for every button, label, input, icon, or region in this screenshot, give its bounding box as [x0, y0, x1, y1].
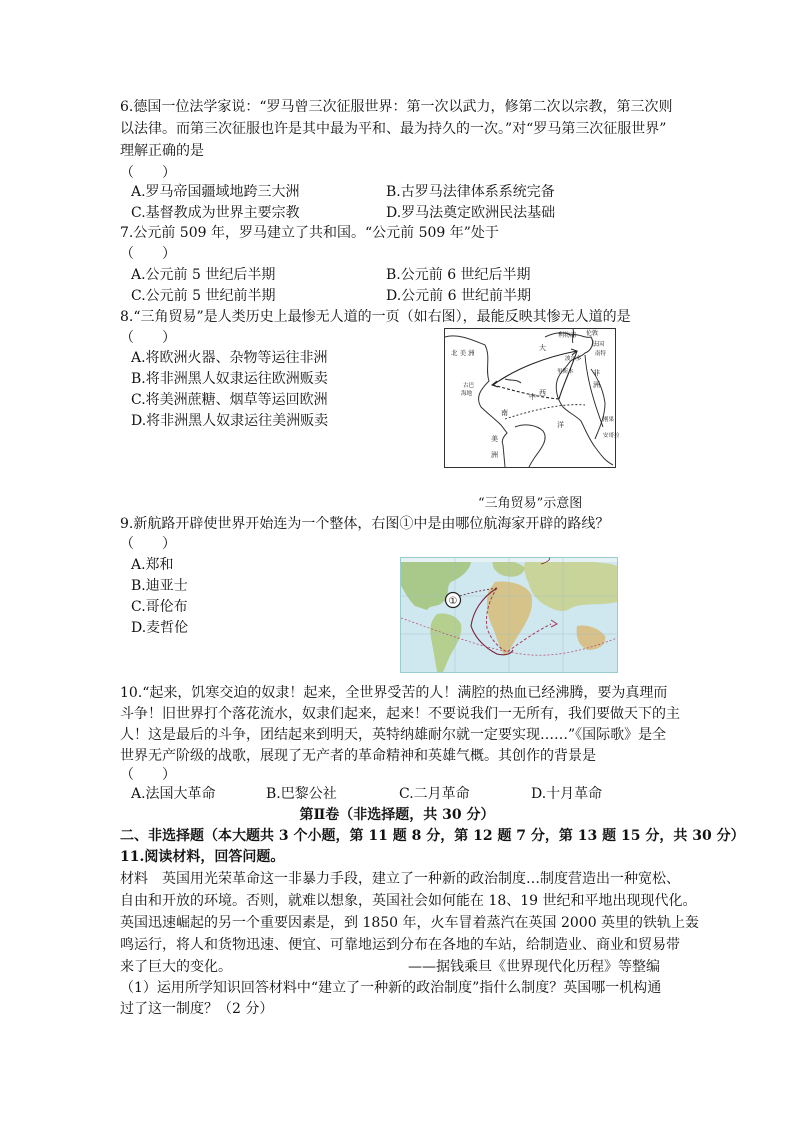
- q11-material-line-5: 来了巨大的变化。: [120, 959, 232, 975]
- q11-material-line-3: 英国迅速崛起的另一个重要因素是，到 1850 年，火车冒着蒸汽在英国 2000 英里的铁轨上轰: [120, 915, 700, 931]
- q8-option-c: C.将美洲蔗糖、烟草等运回欧洲: [131, 392, 328, 408]
- map-label-congo: 刚果: [603, 417, 615, 423]
- map-label-bordeaux: 波尔多: [565, 356, 582, 362]
- q8-option-d: D.将非洲黑人奴隶运往美洲贩卖: [131, 413, 329, 429]
- q10-stem-line-1: 10.“起来，饥寒交迫的奴隶！起来，全世界受苦的人！满腔的热血已经沸腾，要为真理而: [120, 685, 668, 701]
- q10-option-c: C.二月革命: [399, 786, 470, 802]
- new-sea-routes-map: [400, 557, 618, 673]
- q10-stem-line-4: 世界无产阶级的战歌，展现了无产者的革命精神和英雄气概。其创作的背景是: [120, 748, 596, 764]
- q10-stem-line-3: 人！这是最后的斗争，团结起来到明天，英特纳雄耐尔就一定要实现……”《国际歌》是全: [120, 727, 667, 743]
- q6-option-b: B.古罗马法律体系系统完备: [386, 184, 555, 200]
- q11-title: 11.阅读材料，回答问题。: [120, 849, 285, 865]
- q11-source: ——据钱乘旦《世界现代化历程》等整编: [408, 959, 660, 975]
- map-label-zhou2: 洲: [491, 451, 498, 459]
- q9-option-c: C.哥伦布: [131, 599, 188, 615]
- q8-option-a: A.将欧洲火器、杂物等运往非洲: [131, 350, 328, 366]
- q10-option-b: B.巴黎公社: [266, 786, 337, 802]
- map-label-da: 大: [539, 344, 546, 352]
- q11-material-line-4: 鸣运行，将人和货物迅速、便宜、可靠地运到分布在各地的车站，给制造业、商业和贸易带: [120, 937, 680, 953]
- part-two-title: 第Ⅱ卷（非选择题，共 30 分）: [299, 807, 495, 823]
- q7-stem: 7.公元前 509 年，罗马建立了共和国。“公元前 509 年”处于: [120, 225, 499, 241]
- map-label-zhou: 洲: [593, 381, 600, 389]
- triangle-trade-caption: “三角贸易”示意图: [478, 496, 583, 511]
- q10-answer-paren: （ ）: [120, 767, 176, 783]
- q9-stem: 9.新航路开辟使世界开始连为一个整体，右图①中是由哪位航海家开辟的路线？: [120, 516, 610, 532]
- triangle-trade-map: [444, 328, 620, 468]
- q9-option-d: D.麦哲伦: [131, 620, 189, 636]
- map-label-nan: 南: [501, 409, 508, 417]
- map-label-haiti: 海地: [461, 391, 473, 397]
- q8-answer-paren: （ ）: [120, 330, 176, 346]
- map-label-zhong: 中: [529, 393, 536, 401]
- map-label-nantes: 南特: [595, 351, 607, 357]
- q6-stem-line-2: 以法律。而第三次征服也许是其中最为平和、最为持久的一次。”对“罗马第三次征服世界”: [120, 121, 667, 137]
- q11-material-line-2: 自由和开放的环境。否则，就难以想象，英国社会如何能在 18、19 世纪和平地出现现代化。: [120, 893, 697, 909]
- q7-option-a: A.公元前 5 世纪后半期: [131, 267, 276, 283]
- q7-answer-paren: （ ）: [120, 246, 176, 262]
- q8-stem: 8.“三角贸易”是人类历史上最惨无人道的一页（如右图），最能反映其惨无人道的是: [120, 309, 631, 325]
- q6-option-c: C.基督教成为世界主要宗教: [131, 205, 300, 221]
- map-label-cuba: 古巴: [463, 383, 475, 389]
- map-label-mei: 美: [491, 435, 498, 443]
- q11-material-line-1: 材料 英国用光荣革命这一非暴力手段，建立了一种新的政治制度…制度营造出一种宽松、: [120, 871, 680, 887]
- q11-sub-question-1-line-2: 过了这一制度？（2 分）: [120, 1001, 274, 1017]
- q8-option-b: B.将非洲黑人奴隶运往欧洲贩卖: [131, 371, 328, 387]
- q9-option-a: A.郑和: [131, 557, 174, 573]
- map-label-yang: 洋: [557, 421, 564, 429]
- q10-option-d: D.十月革命: [531, 786, 603, 802]
- route-marker-1: ①: [448, 596, 458, 607]
- map-label-london: 伦敦: [586, 330, 599, 337]
- q6-stem-line-1: 6.德国一位法学家说：“罗马曾三次征服世界：第一次以武力，修第二次以宗教，第三次则: [120, 99, 673, 115]
- q6-option-a: A.罗马帝国疆域地跨三大洲: [131, 184, 300, 200]
- q9-option-b: B.迪亚士: [131, 578, 188, 594]
- map-label-fei: 非: [593, 369, 600, 377]
- q11-sub-question-1-line-1: （1）运用所学知识回答材料中“建立了一种新的政治制度”指什么制度？英国哪一机构通: [120, 980, 662, 996]
- map-label-liverpool: 利物浦: [558, 332, 577, 339]
- map-label-angola: 安哥拉: [603, 433, 620, 439]
- q7-option-b: B.公元前 6 世纪后半期: [386, 267, 531, 283]
- q7-option-c: C.公元前 5 世纪前半期: [131, 288, 276, 304]
- part-two-heading: 二、非选择题（本大题共 3 个小题，第 11 题 8 分，第 12 题 7 分，第 13 题 15 分，共 30 分）: [120, 828, 745, 844]
- q10-stem-line-2: 斗争！旧世界打个落花流水，奴隶们起来，起来！不要说我们一无所有，我们要做天下的主: [120, 706, 680, 722]
- map-label-france: 法国: [592, 341, 605, 348]
- q6-answer-paren: （ ）: [120, 165, 176, 181]
- map-label-lisbon: 里斯本: [557, 369, 574, 375]
- q10-option-a: A.法国大革命: [131, 786, 216, 802]
- map-label-xi: 西: [539, 389, 546, 397]
- q7-option-d: D.公元前 6 世纪前半期: [386, 288, 531, 304]
- q6-stem-line-3: 理解正确的是: [120, 143, 204, 159]
- q6-option-d: D.罗马法奠定欧洲民法基础: [386, 205, 556, 221]
- map-label-north-america: 北 美 洲: [451, 349, 475, 357]
- q9-answer-paren: （ ）: [120, 536, 176, 552]
